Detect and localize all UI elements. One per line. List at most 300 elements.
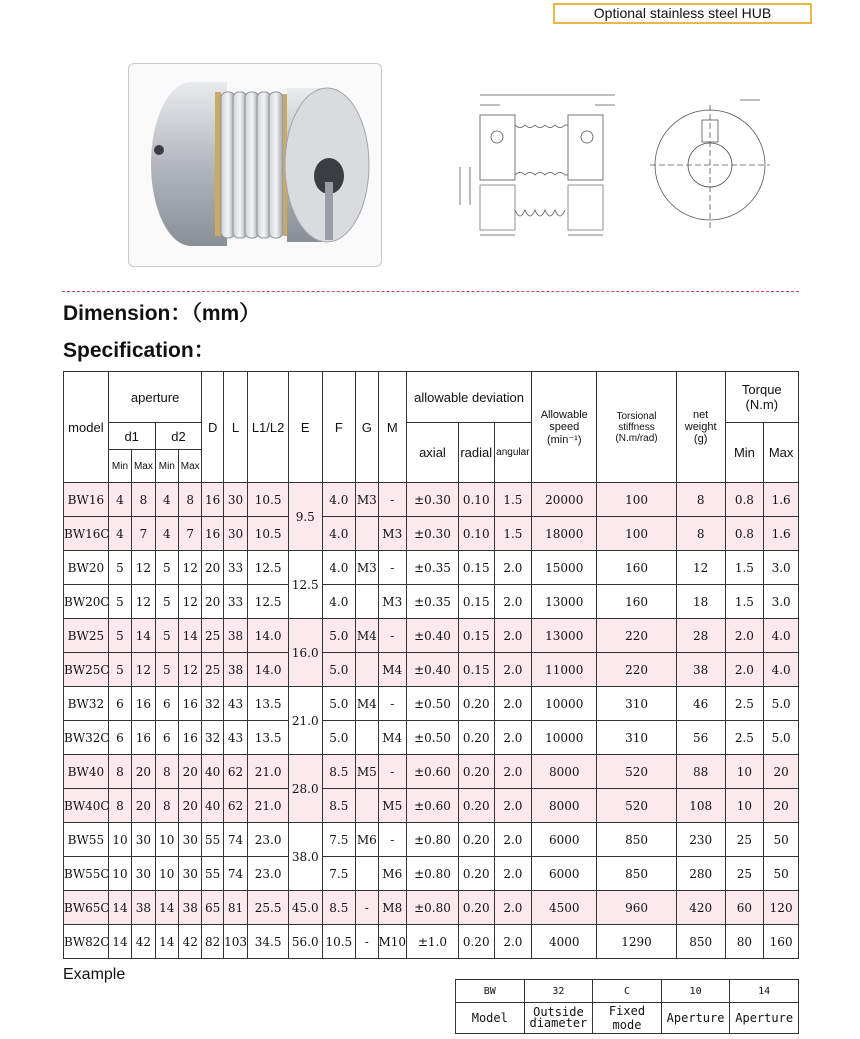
- cell-d1max: 38: [132, 891, 155, 925]
- example-meaning-outside-diameter: Outside diameter: [524, 1003, 593, 1034]
- cell-d2min: 10: [155, 857, 178, 891]
- cell-angular: 2.0: [494, 619, 532, 653]
- cell-d: 40: [202, 789, 223, 823]
- cell-weight: 28: [676, 619, 725, 653]
- cell-weight: 18: [676, 585, 725, 619]
- cell-tmin: 1.5: [725, 585, 764, 619]
- cell-d: 32: [202, 687, 223, 721]
- cell-tmin: 0.8: [725, 517, 764, 551]
- cell-l1: 12.5: [248, 585, 289, 619]
- cell-tmin: 2.0: [725, 619, 764, 653]
- cell-tmax: 50: [764, 823, 799, 857]
- cell-f: 8.5: [322, 789, 356, 823]
- cell-weight: 230: [676, 823, 725, 857]
- cell-radial: 0.10: [458, 517, 494, 551]
- cell-stiff: 520: [597, 789, 676, 823]
- cell-d1min: 14: [108, 925, 131, 959]
- header-allowable-deviation: allowable deviation: [407, 372, 532, 423]
- cell-f: 4.0: [322, 585, 356, 619]
- cell-weight: 12: [676, 551, 725, 585]
- header-torque-max: Max: [764, 423, 799, 483]
- cell-tmin: 10: [725, 755, 764, 789]
- cell-l1: 21.0: [248, 789, 289, 823]
- cell-e: 21.0: [288, 687, 322, 755]
- technical-drawing: [440, 85, 780, 245]
- cell-g: -: [356, 891, 378, 925]
- header-torsional-stiffness: Torsional stiffness (N.m/rad): [597, 372, 676, 483]
- table-row: [64, 823, 799, 857]
- header-E: E: [288, 372, 322, 483]
- cell-d1min: 14: [108, 891, 131, 925]
- cell-l1: 23.0: [248, 823, 289, 857]
- stainless-hub-note: Optional stainless steel HUB: [553, 3, 812, 24]
- cell-d1max: 12: [132, 585, 155, 619]
- cell-tmax: 50: [764, 857, 799, 891]
- cell-m: -: [378, 551, 407, 585]
- cell-tmin: 2.5: [725, 687, 764, 721]
- cell-l1: 10.5: [248, 517, 289, 551]
- cell-speed: 18000: [532, 517, 597, 551]
- cell-d: 32: [202, 721, 223, 755]
- cell-g: M4: [356, 619, 378, 653]
- cell-model: BW55C: [64, 857, 109, 891]
- cell-speed: 10000: [532, 721, 597, 755]
- cell-d2min: 8: [155, 789, 178, 823]
- cell-model: BW25C: [64, 653, 109, 687]
- cell-weight: 38: [676, 653, 725, 687]
- cell-stiff: 220: [597, 653, 676, 687]
- cell-d2max: 16: [179, 687, 202, 721]
- table-row: [64, 483, 799, 517]
- cell-l1: 12.5: [248, 551, 289, 585]
- table-row: [64, 687, 799, 721]
- cell-stiff: 960: [597, 891, 676, 925]
- cell-speed: 20000: [532, 483, 597, 517]
- cell-d2max: 38: [179, 891, 202, 925]
- cell-axial: ±0.80: [407, 891, 459, 925]
- table-row: [64, 653, 799, 687]
- example-meaning-aperture2: Aperture: [730, 1003, 799, 1034]
- cell-m: M4: [378, 653, 407, 687]
- cell-axial: ±0.80: [407, 823, 459, 857]
- table-row: [64, 551, 799, 585]
- cell-tmin: 2.0: [725, 653, 764, 687]
- cell-m: M3: [378, 585, 407, 619]
- cell-g: M4: [356, 687, 378, 721]
- cell-axial: ±0.40: [407, 653, 459, 687]
- table-row: [64, 857, 799, 891]
- cell-d2min: 14: [155, 891, 178, 925]
- cell-d1max: 20: [132, 755, 155, 789]
- cell-stiff: 1290: [597, 925, 676, 959]
- header-radial: radial: [458, 423, 494, 483]
- cell-d1max: 7: [132, 517, 155, 551]
- cell-d2min: 5: [155, 619, 178, 653]
- cell-d1max: 12: [132, 653, 155, 687]
- cell-g: M3: [356, 551, 378, 585]
- cell-l1: 23.0: [248, 857, 289, 891]
- cell-angular: 1.5: [494, 517, 532, 551]
- section-divider: [62, 291, 799, 292]
- header-M: M: [378, 372, 407, 483]
- cell-g: [356, 721, 378, 755]
- cell-d2min: 5: [155, 585, 178, 619]
- cell-m: -: [378, 755, 407, 789]
- cell-d: 82: [202, 925, 223, 959]
- cell-l: 30: [223, 483, 247, 517]
- cell-d1max: 20: [132, 789, 155, 823]
- header-allowable-speed: Allowable speed (min⁻¹): [532, 372, 597, 483]
- cell-d2min: 6: [155, 721, 178, 755]
- cell-radial: 0.15: [458, 653, 494, 687]
- cell-f: 5.0: [322, 687, 356, 721]
- cell-model: BW16: [64, 483, 109, 517]
- cell-d: 20: [202, 585, 223, 619]
- cell-l: 30: [223, 517, 247, 551]
- cell-d2max: 30: [179, 823, 202, 857]
- cell-d1min: 5: [108, 585, 131, 619]
- cell-e: 38.0: [288, 823, 322, 891]
- cell-radial: 0.20: [458, 925, 494, 959]
- cell-l: 62: [223, 755, 247, 789]
- cell-tmax: 160: [764, 925, 799, 959]
- table-row: [64, 755, 799, 789]
- cell-stiff: 520: [597, 755, 676, 789]
- cell-f: 5.0: [322, 619, 356, 653]
- cell-l: 103: [223, 925, 247, 959]
- cell-radial: 0.15: [458, 551, 494, 585]
- cell-angular: 2.0: [494, 891, 532, 925]
- cell-d1max: 16: [132, 687, 155, 721]
- example-code-fixed: C: [593, 980, 662, 1003]
- cell-tmin: 0.8: [725, 483, 764, 517]
- cell-model: BW40C: [64, 789, 109, 823]
- cell-model: BW32: [64, 687, 109, 721]
- cell-f: 5.0: [322, 653, 356, 687]
- cell-axial: ±0.30: [407, 517, 459, 551]
- cell-speed: 13000: [532, 619, 597, 653]
- cell-m: M5: [378, 789, 407, 823]
- cell-d2max: 20: [179, 755, 202, 789]
- cell-l: 62: [223, 789, 247, 823]
- cell-radial: 0.20: [458, 687, 494, 721]
- cell-d1min: 8: [108, 789, 131, 823]
- header-torque-min: Min: [725, 423, 764, 483]
- cell-f: 7.5: [322, 823, 356, 857]
- cell-d2min: 6: [155, 687, 178, 721]
- cell-d: 55: [202, 857, 223, 891]
- example-table: [455, 979, 799, 1034]
- cell-angular: 2.0: [494, 551, 532, 585]
- cell-f: 4.0: [322, 517, 356, 551]
- cell-m: -: [378, 823, 407, 857]
- cell-m: M6: [378, 857, 407, 891]
- cell-l1: 13.5: [248, 687, 289, 721]
- specification-rows: [64, 483, 799, 959]
- cell-speed: 8000: [532, 755, 597, 789]
- cell-d1max: 30: [132, 857, 155, 891]
- table-row: [64, 721, 799, 755]
- cell-axial: ±0.30: [407, 483, 459, 517]
- cell-d2max: 12: [179, 551, 202, 585]
- header-d1-max: Max: [132, 450, 155, 483]
- cell-g: -: [356, 925, 378, 959]
- cell-e: 16.0: [288, 619, 322, 687]
- cell-speed: 6000: [532, 823, 597, 857]
- cell-angular: 2.0: [494, 755, 532, 789]
- cell-e: 9.5: [288, 483, 322, 551]
- cell-stiff: 100: [597, 517, 676, 551]
- cell-g: [356, 653, 378, 687]
- cell-stiff: 160: [597, 585, 676, 619]
- cell-g: [356, 585, 378, 619]
- cell-d1max: 42: [132, 925, 155, 959]
- cell-model: BW65C: [64, 891, 109, 925]
- cell-l: 38: [223, 653, 247, 687]
- cell-speed: 4000: [532, 925, 597, 959]
- cell-g: [356, 789, 378, 823]
- header-angular: angular: [494, 423, 532, 483]
- example-code-series: BW: [456, 980, 525, 1003]
- cell-weight: 420: [676, 891, 725, 925]
- dimension-heading: Dimension：（mm）: [63, 302, 261, 325]
- cell-stiff: 100: [597, 483, 676, 517]
- cell-tmin: 60: [725, 891, 764, 925]
- cell-weight: 280: [676, 857, 725, 891]
- cell-d2max: 42: [179, 925, 202, 959]
- cell-d1max: 8: [132, 483, 155, 517]
- cell-m: M10: [378, 925, 407, 959]
- cell-angular: 2.0: [494, 925, 532, 959]
- cell-l: 33: [223, 585, 247, 619]
- cell-g: [356, 517, 378, 551]
- cell-speed: 15000: [532, 551, 597, 585]
- cell-angular: 2.0: [494, 857, 532, 891]
- cell-g: M3: [356, 483, 378, 517]
- cell-m: M3: [378, 517, 407, 551]
- cell-axial: ±0.35: [407, 551, 459, 585]
- cell-e: 56.0: [288, 925, 322, 959]
- cell-axial: ±1.0: [407, 925, 459, 959]
- cell-e: 45.0: [288, 891, 322, 925]
- cell-tmax: 5.0: [764, 721, 799, 755]
- cell-d2max: 7: [179, 517, 202, 551]
- cell-d1min: 5: [108, 619, 131, 653]
- cell-speed: 4500: [532, 891, 597, 925]
- cell-axial: ±0.60: [407, 789, 459, 823]
- cell-tmin: 10: [725, 789, 764, 823]
- cell-d1min: 6: [108, 721, 131, 755]
- cell-stiff: 220: [597, 619, 676, 653]
- cell-weight: 850: [676, 925, 725, 959]
- cell-tmin: 25: [725, 823, 764, 857]
- cell-tmin: 80: [725, 925, 764, 959]
- cell-model: BW25: [64, 619, 109, 653]
- cell-d1max: 14: [132, 619, 155, 653]
- cell-l: 43: [223, 721, 247, 755]
- cell-tmax: 5.0: [764, 687, 799, 721]
- cell-f: 4.0: [322, 483, 356, 517]
- cell-d1max: 12: [132, 551, 155, 585]
- table-row: [64, 585, 799, 619]
- cell-angular: 2.0: [494, 721, 532, 755]
- cell-model: BW32C: [64, 721, 109, 755]
- cell-radial: 0.15: [458, 585, 494, 619]
- cell-radial: 0.20: [458, 857, 494, 891]
- cell-radial: 0.15: [458, 619, 494, 653]
- cell-d2min: 4: [155, 517, 178, 551]
- cell-l1: 13.5: [248, 721, 289, 755]
- cell-radial: 0.20: [458, 721, 494, 755]
- header-G: G: [356, 372, 378, 483]
- cell-tmax: 1.6: [764, 517, 799, 551]
- cell-model: BW40: [64, 755, 109, 789]
- cell-d2min: 5: [155, 551, 178, 585]
- example-code-diameter: 32: [524, 980, 593, 1003]
- cell-axial: ±0.40: [407, 619, 459, 653]
- cell-axial: ±0.50: [407, 687, 459, 721]
- cell-tmax: 20: [764, 789, 799, 823]
- cell-weight: 8: [676, 517, 725, 551]
- cell-radial: 0.20: [458, 891, 494, 925]
- cell-tmax: 20: [764, 755, 799, 789]
- cell-tmax: 3.0: [764, 551, 799, 585]
- cell-l1: 34.5: [248, 925, 289, 959]
- cell-d2min: 4: [155, 483, 178, 517]
- cell-angular: 2.0: [494, 823, 532, 857]
- cell-weight: 8: [676, 483, 725, 517]
- header-model: model: [64, 372, 109, 483]
- cell-angular: 2.0: [494, 789, 532, 823]
- header-L: L: [223, 372, 247, 483]
- cell-f: 4.0: [322, 551, 356, 585]
- cell-d2min: 14: [155, 925, 178, 959]
- cell-d2max: 12: [179, 653, 202, 687]
- cell-speed: 8000: [532, 789, 597, 823]
- cell-d1max: 16: [132, 721, 155, 755]
- header-d2-max: Max: [179, 450, 202, 483]
- header-d1: d1: [108, 423, 155, 450]
- cell-speed: 6000: [532, 857, 597, 891]
- cell-d2min: 8: [155, 755, 178, 789]
- cell-m: -: [378, 483, 407, 517]
- cell-speed: 10000: [532, 687, 597, 721]
- cell-weight: 56: [676, 721, 725, 755]
- cell-d: 20: [202, 551, 223, 585]
- cell-f: 5.0: [322, 721, 356, 755]
- cell-g: [356, 857, 378, 891]
- cell-tmax: 4.0: [764, 653, 799, 687]
- cell-tmin: 25: [725, 857, 764, 891]
- cell-tmax: 1.6: [764, 483, 799, 517]
- cell-d2max: 30: [179, 857, 202, 891]
- cell-f: 8.5: [322, 755, 356, 789]
- cell-speed: 13000: [532, 585, 597, 619]
- cell-stiff: 160: [597, 551, 676, 585]
- cell-stiff: 850: [597, 823, 676, 857]
- cell-d2max: 8: [179, 483, 202, 517]
- cell-tmax: 120: [764, 891, 799, 925]
- cell-m: M4: [378, 721, 407, 755]
- cell-model: BW20C: [64, 585, 109, 619]
- cell-l: 43: [223, 687, 247, 721]
- header-net-weight: net weight (g): [676, 372, 725, 483]
- cell-d: 16: [202, 517, 223, 551]
- cell-d1min: 10: [108, 823, 131, 857]
- cell-tmax: 3.0: [764, 585, 799, 619]
- header-d2: d2: [155, 423, 202, 450]
- cell-d1min: 5: [108, 551, 131, 585]
- cell-l: 38: [223, 619, 247, 653]
- header-torque: Torque (N.m): [725, 372, 798, 423]
- cell-d2min: 5: [155, 653, 178, 687]
- cell-d: 25: [202, 619, 223, 653]
- cell-d: 55: [202, 823, 223, 857]
- table-row: [64, 925, 799, 959]
- cell-angular: 2.0: [494, 653, 532, 687]
- cell-angular: 1.5: [494, 483, 532, 517]
- cell-d2max: 20: [179, 789, 202, 823]
- cell-d1min: 4: [108, 483, 131, 517]
- cell-axial: ±0.60: [407, 755, 459, 789]
- cell-angular: 2.0: [494, 585, 532, 619]
- example-label: Example: [63, 966, 126, 983]
- specification-table: [63, 371, 799, 959]
- cell-model: BW82C: [64, 925, 109, 959]
- header-L1L2: L1/L2: [248, 372, 289, 483]
- cell-l1: 14.0: [248, 619, 289, 653]
- cell-weight: 46: [676, 687, 725, 721]
- cell-d2max: 14: [179, 619, 202, 653]
- cell-d1min: 4: [108, 517, 131, 551]
- cell-d: 25: [202, 653, 223, 687]
- cell-radial: 0.20: [458, 789, 494, 823]
- cell-l: 33: [223, 551, 247, 585]
- cell-f: 10.5: [322, 925, 356, 959]
- table-row: [64, 891, 799, 925]
- table-row: [64, 517, 799, 551]
- cell-stiff: 850: [597, 857, 676, 891]
- cell-e: 28.0: [288, 755, 322, 823]
- cell-radial: 0.20: [458, 755, 494, 789]
- cell-d1min: 8: [108, 755, 131, 789]
- cell-model: BW55: [64, 823, 109, 857]
- cell-d2max: 16: [179, 721, 202, 755]
- cell-f: 8.5: [322, 891, 356, 925]
- header-D: D: [202, 372, 223, 483]
- cell-l1: 14.0: [248, 653, 289, 687]
- cell-model: BW16C: [64, 517, 109, 551]
- cell-d2min: 10: [155, 823, 178, 857]
- cell-speed: 11000: [532, 653, 597, 687]
- cell-d: 40: [202, 755, 223, 789]
- header-F: F: [322, 372, 356, 483]
- cell-axial: ±0.50: [407, 721, 459, 755]
- cell-l1: 25.5: [248, 891, 289, 925]
- cell-l: 74: [223, 823, 247, 857]
- example-meaning-model: Model: [456, 1003, 525, 1034]
- cell-g: M6: [356, 823, 378, 857]
- cell-m: -: [378, 687, 407, 721]
- cell-g: M5: [356, 755, 378, 789]
- cell-weight: 108: [676, 789, 725, 823]
- cell-tmin: 1.5: [725, 551, 764, 585]
- cell-d1min: 5: [108, 653, 131, 687]
- cell-tmax: 4.0: [764, 619, 799, 653]
- header-axial: axial: [407, 423, 459, 483]
- cell-stiff: 310: [597, 721, 676, 755]
- cell-e: 12.5: [288, 551, 322, 619]
